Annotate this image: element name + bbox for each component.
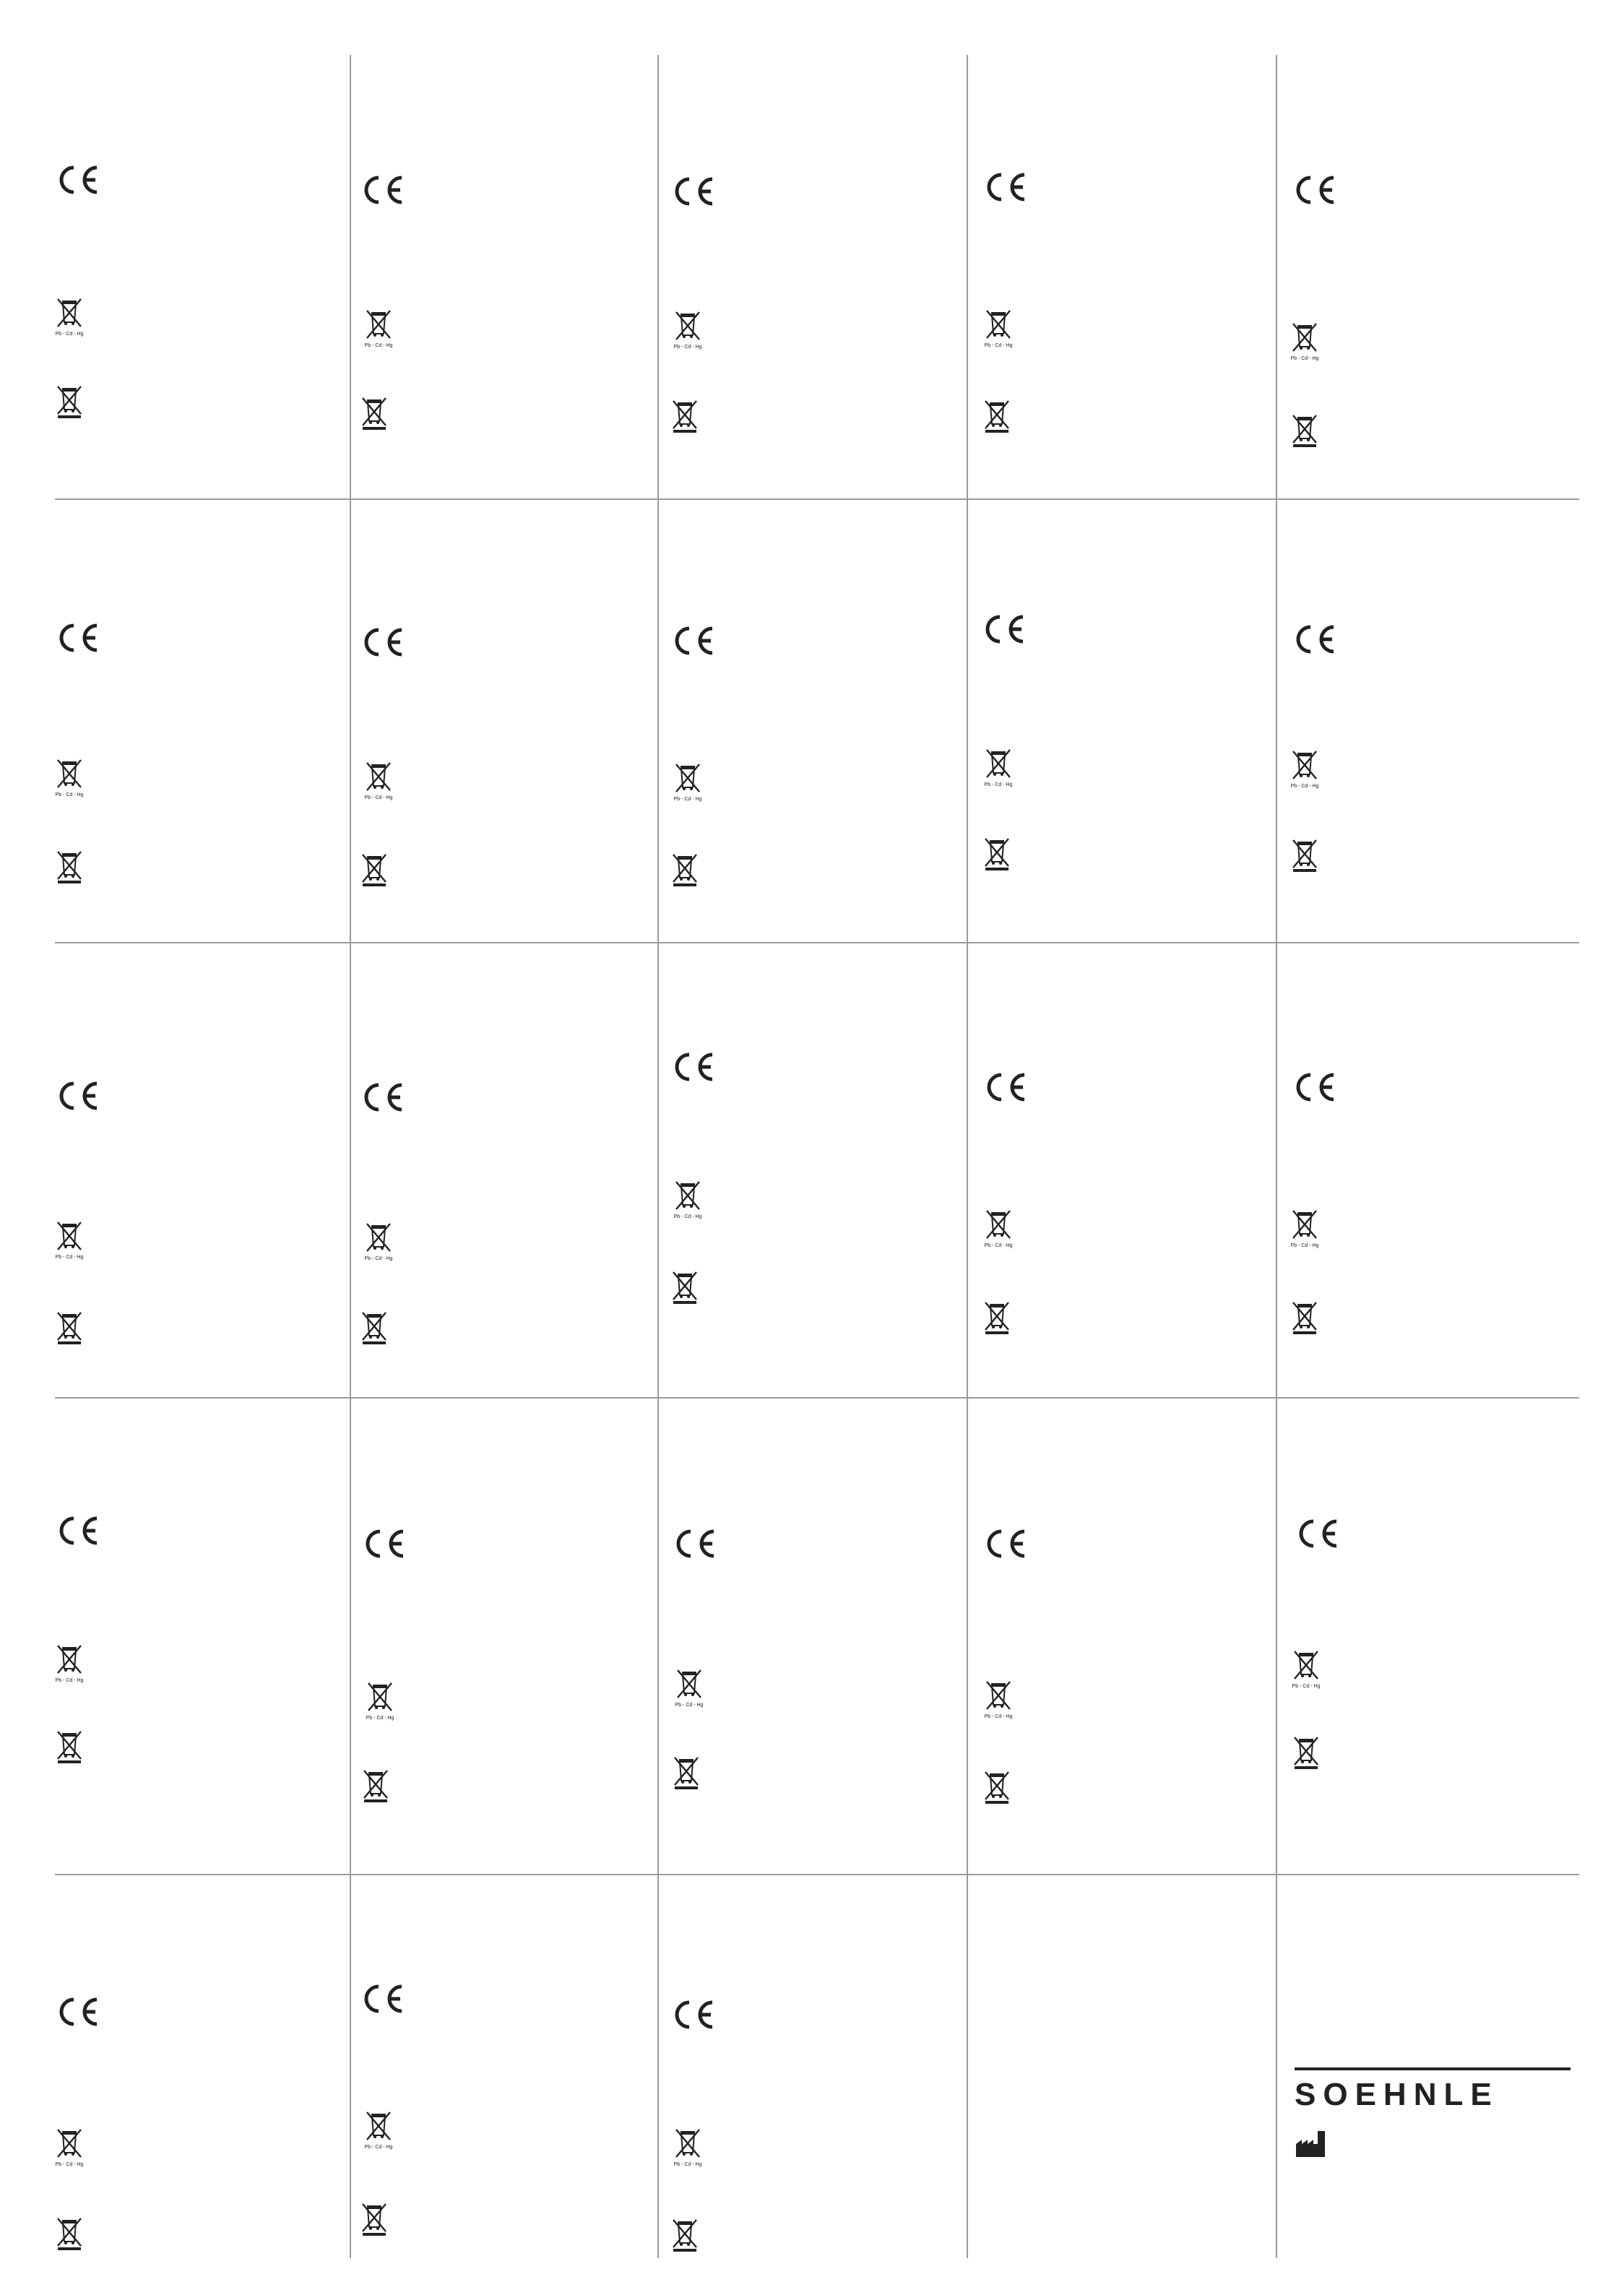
ce-mark-icon [670,175,717,208]
weee-bin-graphic [982,832,1011,876]
weee-crossed-bin-icon [360,848,389,891]
row-divider [55,942,1579,943]
battery-disposal-icon [1292,1650,1321,1695]
weee-bin-graphic [55,1725,84,1768]
ce-mark-icon [360,173,406,207]
battery-caption: Pb - Cd - Hg [673,1214,702,1219]
ce-mark-icon [1292,623,1338,656]
crossed-bin-icon [673,763,702,796]
weee-crossed-bin-icon [1290,834,1319,877]
battery-caption: Pb - Cd - Hg [1290,356,1319,361]
ce-mark-icon [982,1071,1029,1104]
crossed-bin-icon [1290,750,1319,783]
weee-bin-graphic [361,1764,390,1807]
ce-mark-icon [670,1998,717,2031]
battery-caption: Pb - Cd - Hg [366,1716,394,1721]
weee-crossed-bin-icon [1290,1296,1319,1339]
brand-logo: SOEHNLE [1295,2077,1499,2112]
weee-bin-graphic [672,1751,701,1794]
crossed-bin-icon [984,748,1013,782]
battery-caption: Pb - Cd - Hg [55,1678,84,1683]
weee-bin-graphic [1290,1296,1319,1339]
ce-mark-icon [1295,1517,1341,1550]
crossed-bin-icon [1292,1650,1321,1683]
battery-disposal-icon [364,2111,393,2156]
crossed-bin-icon [55,1221,84,1254]
battery-disposal-icon [675,1669,704,1713]
battery-disposal-icon [673,1180,702,1225]
crossed-bin-icon [55,758,84,792]
weee-crossed-bin-icon [1292,1731,1321,1774]
crossed-bin-icon [55,2128,84,2161]
weee-crossed-bin-icon [55,2212,84,2255]
weee-crossed-bin-icon [982,394,1011,438]
weee-bin-graphic [360,1306,389,1349]
weee-crossed-bin-icon [982,1765,1011,1809]
row-divider [55,1397,1579,1399]
weee-bin-graphic [55,1306,84,1349]
weee-crossed-bin-icon [360,392,389,435]
crossed-bin-icon [984,309,1013,342]
weee-crossed-bin-icon [672,1751,701,1794]
ce-mark-icon [672,1527,718,1560]
weee-bin-graphic [1290,409,1319,452]
battery-caption: Pb - Cd - Hg [984,1243,1013,1248]
battery-caption: Pb - Cd - Hg [55,1255,84,1260]
ce-mark-icon [670,624,717,657]
weee-bin-graphic [670,394,699,438]
crossed-bin-icon [364,309,393,342]
ce-mark-icon [360,1081,406,1114]
weee-crossed-bin-icon [55,1725,84,1768]
ce-mark-icon [55,1079,101,1112]
battery-caption: Pb - Cd - Hg [55,332,84,337]
battery-caption: Pb - Cd - Hg [984,343,1013,348]
battery-caption: Pb - Cd - Hg [364,2145,393,2150]
crossed-bin-icon [673,311,702,344]
battery-disposal-icon [1290,750,1319,795]
ce-mark-icon [55,1514,101,1547]
brand-rule [1295,2067,1571,2070]
weee-bin-graphic [982,1296,1011,1339]
battery-disposal-icon [55,1221,84,1266]
crossed-bin-icon [364,761,393,795]
ce-mark-icon [1292,173,1338,207]
weee-bin-graphic [55,2212,84,2255]
ce-mark-icon [982,1527,1029,1560]
ce-mark-icon [55,1995,101,2028]
battery-disposal-icon [55,2128,84,2173]
battery-caption: Pb - Cd - Hg [364,795,393,800]
column-divider [967,55,968,2258]
row-divider [55,1874,1579,1875]
weee-bin-graphic [1290,834,1319,877]
battery-caption: Pb - Cd - Hg [673,345,702,350]
battery-disposal-icon [1290,322,1319,367]
weee-crossed-bin-icon [670,1266,699,1309]
battery-disposal-icon [984,1680,1013,1725]
crossed-bin-icon [984,1680,1013,1713]
battery-disposal-icon [55,1644,84,1689]
battery-disposal-icon [364,309,393,354]
battery-disposal-icon [984,1209,1013,1254]
column-divider [657,55,659,2258]
weee-crossed-bin-icon [360,2197,389,2241]
ce-mark-icon [55,163,101,196]
weee-bin-graphic [1292,1731,1321,1774]
battery-caption: Pb - Cd - Hg [1292,1684,1321,1689]
battery-caption: Pb - Cd - Hg [364,343,393,348]
weee-bin-graphic [982,1765,1011,1809]
weee-crossed-bin-icon [670,2213,699,2257]
weee-bin-graphic [670,1266,699,1309]
crossed-bin-icon [364,1222,393,1255]
column-divider [350,55,351,2258]
battery-disposal-icon [55,298,84,342]
ce-mark-icon [360,626,406,659]
battery-caption: Pb - Cd - Hg [364,1256,393,1261]
crossed-bin-icon [55,298,84,331]
weee-crossed-bin-icon [55,380,84,423]
battery-caption: Pb - Cd - Hg [984,1714,1013,1719]
battery-caption: Pb - Cd - Hg [673,797,702,802]
weee-bin-graphic [982,394,1011,438]
weee-bin-graphic [670,2213,699,2257]
weee-crossed-bin-icon [361,1764,390,1807]
crossed-bin-icon [673,2128,702,2161]
battery-caption: Pb - Cd - Hg [984,782,1013,787]
battery-disposal-icon [366,1682,394,1726]
battery-disposal-icon [984,748,1013,793]
ce-mark-icon [361,1527,407,1560]
battery-disposal-icon [673,311,702,355]
weee-bin-graphic [55,845,84,889]
weee-bin-graphic [360,848,389,891]
weee-crossed-bin-icon [670,394,699,438]
weee-bin-graphic [670,848,699,891]
crossed-bin-icon [673,1180,702,1214]
weee-crossed-bin-icon [55,1306,84,1349]
ce-mark-icon [982,170,1029,204]
battery-caption: Pb - Cd - Hg [1290,784,1319,789]
crossed-bin-icon [366,1682,394,1715]
battery-caption: Pb - Cd - Hg [55,2162,84,2167]
battery-caption: Pb - Cd - Hg [673,2162,702,2167]
weee-bin-graphic [360,2197,389,2241]
weee-bin-graphic [55,380,84,423]
battery-caption: Pb - Cd - Hg [55,792,84,798]
battery-disposal-icon [55,758,84,803]
battery-disposal-icon [984,309,1013,354]
weee-crossed-bin-icon [55,845,84,889]
crossed-bin-icon [675,1669,704,1702]
crossed-bin-icon [55,1644,84,1677]
battery-disposal-icon [364,761,393,806]
ce-mark-icon [670,1050,717,1084]
crossed-bin-icon [984,1209,1013,1242]
weee-bin-graphic [360,392,389,435]
weee-crossed-bin-icon [982,1296,1011,1339]
battery-disposal-icon [673,2128,702,2173]
weee-crossed-bin-icon [360,1306,389,1349]
battery-caption: Pb - Cd - Hg [675,1703,704,1708]
weee-crossed-bin-icon [670,848,699,891]
row-divider [55,498,1579,500]
crossed-bin-icon [1290,1209,1319,1242]
battery-caption: Pb - Cd - Hg [1290,1243,1319,1248]
column-divider [1276,55,1277,2258]
crossed-bin-icon [364,2111,393,2144]
crossed-bin-icon [1290,322,1319,355]
battery-disposal-icon [673,763,702,808]
battery-disposal-icon [1290,1209,1319,1254]
ce-mark-icon [1292,1071,1338,1104]
ce-mark-icon [55,621,101,654]
weee-crossed-bin-icon [982,832,1011,876]
battery-disposal-icon [364,1222,393,1267]
weee-crossed-bin-icon [1290,409,1319,452]
ce-mark-icon [981,613,1027,646]
manufacturer-factory-icon [1295,2130,1326,2158]
ce-mark-icon [360,1982,406,2015]
